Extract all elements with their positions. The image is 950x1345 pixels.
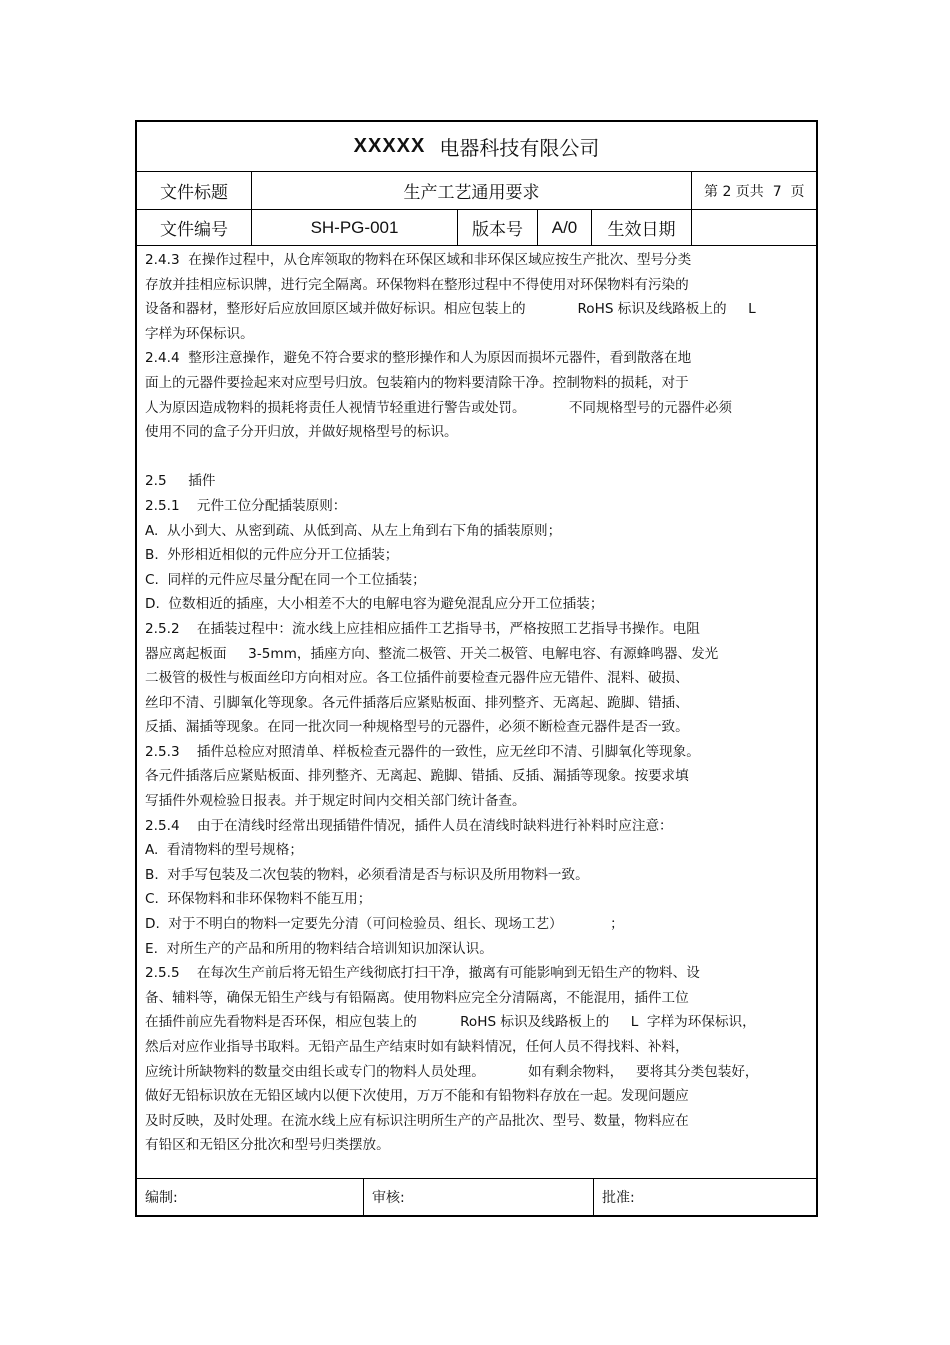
doc-code-value: SH-PG-001 bbox=[251, 210, 457, 245]
body-line: 字样为环保标识。 bbox=[145, 325, 254, 342]
body-line: 写插件外观检验日报表。并于规定时间内交相关部门统计备查。 bbox=[145, 793, 526, 810]
body-line: D. 对于不明白的物料一定要先分清（可问检验员、组长、现场工艺） ； bbox=[145, 916, 624, 933]
body-line: 丝印不清、引脚氧化等现象。各元件插落后应紧贴板面、排列整齐、无离起、跪脚、错插、 bbox=[145, 694, 689, 711]
body-line: 2.5.1 元件工位分配插装原则： bbox=[145, 497, 347, 514]
body-line: 二极管的极性与板面丝印方向相对应。各工位插件前要检查元器件应无错件、混料、破损、 bbox=[145, 670, 689, 687]
body-line: 存放并挂相应标识牌，进行完全隔离。环保物料在整形过程中不得使用对环保物料有污染的 bbox=[145, 276, 689, 293]
body-text bbox=[145, 248, 810, 1158]
doc-title-row bbox=[137, 172, 816, 210]
effective-date-value bbox=[691, 210, 816, 245]
body-line: 2.5.5 在每次生产前后将无铅生产线彻底打扫干净，撤离有可能影响到无铅生产的物料、设 bbox=[145, 965, 700, 982]
body-line: B. 对手写包装及二次包装的物料，必须看清是否与标识及所用物料一致。 bbox=[145, 866, 589, 883]
body-line: 面上的元器件要捡起来对应型号归放。包装箱内的物料要清除干净。控制物料的损耗，对于 bbox=[145, 374, 689, 391]
body-line: 2.5.4 由于在清线时经常出现插错件情况，插件人员在清线时缺料进行补料时应注意： bbox=[145, 817, 673, 834]
prepared-by: 编制: bbox=[145, 1190, 178, 1206]
body-line: D. 位数相近的插座，大小相差不大的电解电容为避免混乱应分开工位插装； bbox=[145, 596, 604, 613]
version-value: A/0 bbox=[537, 210, 591, 245]
approved-by: 批准: bbox=[593, 1179, 816, 1215]
signature-row bbox=[137, 1178, 816, 1215]
body-line: 使用不同的盒子分开归放，并做好规格型号的标识。 bbox=[145, 424, 458, 441]
company-code: XXXXX bbox=[353, 135, 426, 157]
doc-code-label: 文件编号 bbox=[160, 220, 228, 240]
body-line: A. 从小到大、从密到疏、从低到高、从左上角到右下角的插装原则； bbox=[145, 522, 562, 539]
body-line: 反插、漏插等现象。在同一批次同一种规格型号的元器件，必须不断检查元器件是否一致。 bbox=[145, 719, 689, 736]
company-title bbox=[137, 122, 816, 171]
body-line: 2.5 插件 bbox=[145, 473, 216, 490]
company-name: 电器科技有限公司 bbox=[439, 136, 600, 160]
body-line: 2.4.3 在操作过程中，从仓库领取的物料在环保区域和非环保区域应按生产批次、型号分类 bbox=[145, 252, 692, 268]
body-line: 各元件插落后应紧贴板面、排列整齐、无离起、跪脚、错插、反插、漏插等现象。按要求填 bbox=[145, 768, 689, 785]
body-line: E. 对所生产的产品和所用的物料结合培训知识加深认识。 bbox=[145, 940, 493, 957]
body-line: 2.4.4 整形注意操作，避免不符合要求的整形操作和人为原因而损坏元器件，看到散落在地 bbox=[145, 350, 692, 367]
effective-date-label: 生效日期 bbox=[591, 210, 691, 245]
doc-title-value: 生产工艺通用要求 bbox=[251, 172, 691, 209]
body-line: 应统计所缺物料的数量交由组长或专门的物料人员处理。 如有剩余物料， 要将其分类包装好， bbox=[145, 1063, 759, 1080]
body-line: 设备和器材，整形好后应放回原区域并做好标识。相应包装上的 RoHS 标识及线路板上的 L bbox=[145, 301, 756, 318]
body-line: 2.5.3 插件总检应对照清单、样板检查元器件的一致性，应无丝印不清、引脚氧化等现象。 bbox=[145, 743, 700, 760]
body-line: 人为原因造成物料的损耗将责任人视情节轻重进行警告或处罚。 不同规格型号的元器件必须 bbox=[145, 399, 732, 416]
body-line: 备、辅料等，确保无铅生产线与有铅隔离。使用物料应完全分清隔离，不能混用，插件工位 bbox=[145, 989, 689, 1006]
body-line: 及时反映，及时处理。在流水线上应有标识注明所生产的产品批次、型号、数量，物料应在 bbox=[145, 1112, 689, 1129]
body-line: 做好无铅标识放在无铅区域内以便下次使用，万万不能和有铅物料存放在一起。发现问题应 bbox=[145, 1088, 689, 1105]
body-line: B. 外形相近相似的元件应分开工位插装； bbox=[145, 547, 399, 564]
reviewed-by: 审核: bbox=[363, 1179, 593, 1215]
document-frame bbox=[135, 120, 818, 1217]
body-line: 2.5.2 在插装过程中：流水线上应挂相应插件工艺指导书，严格按照工艺指导书操作。电阻 bbox=[145, 620, 700, 637]
body-line: 有铅区和无铅区分批次和型号归类摆放。 bbox=[145, 1137, 390, 1154]
company-title-row bbox=[137, 122, 816, 172]
page-info: 第 2 页共 7 页 bbox=[691, 172, 816, 209]
blank-line bbox=[145, 445, 810, 470]
body-line: A. 看清物料的型号规格； bbox=[145, 842, 303, 859]
body-line: C. 同样的元件应尽量分配在同一个工位插装； bbox=[145, 571, 426, 588]
version-label: 版本号 bbox=[457, 210, 537, 245]
body-line: 然后对应作业指导书取料。无铅产品生产结束时如有缺料情况，任何人员不得找料、补料， bbox=[145, 1039, 689, 1055]
doc-title-label: 文件标题 bbox=[160, 183, 228, 203]
doc-code-row bbox=[137, 210, 816, 246]
body-line: 器应离起板面 3-5mm，插座方向、整流二极管、开关二极管、电解电容、有源蜂鸣器、发光 bbox=[145, 645, 719, 662]
body-line: 在插件前应先看物料是否环保，相应包装上的 RoHS 标识及线路板上的 L 字样为环保标识， bbox=[145, 1014, 756, 1031]
body-line: C. 环保物料和非环保物料不能互用； bbox=[145, 891, 372, 908]
